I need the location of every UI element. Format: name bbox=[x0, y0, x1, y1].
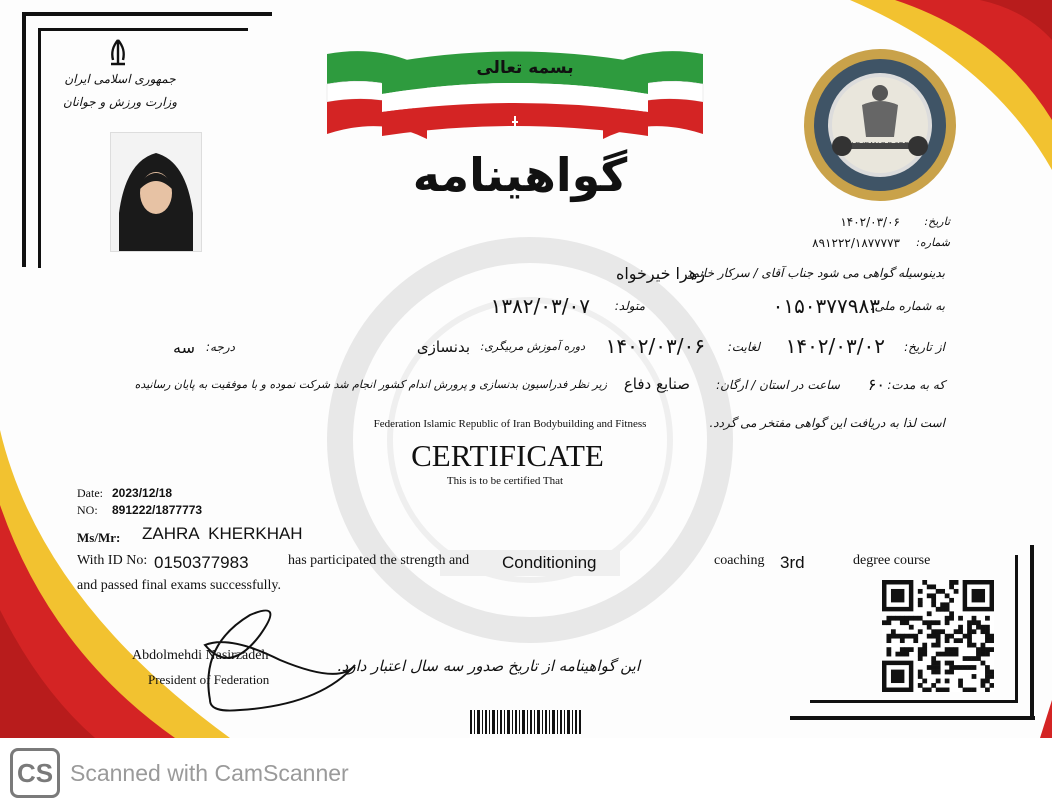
no-value-en: 891222/1877773 bbox=[112, 503, 203, 517]
signer-name: Abdolmehdi Nasirzadeh bbox=[132, 648, 269, 663]
duration-value-fa: ۶۰ bbox=[867, 375, 885, 394]
federation-emblem bbox=[800, 45, 960, 205]
camscanner-logo-text: CS bbox=[16, 758, 54, 788]
republic-text: جمهوری اسلامی ایران bbox=[64, 72, 176, 86]
federation-name-en: Federation Islamic Republic of Iran Bodybuilding and Fitness bbox=[373, 418, 647, 430]
emblem-text: I.R.IRAN.B.B.&F.F bbox=[851, 142, 909, 149]
born-value-fa: ۱۳۸۲/۰۳/۰۷ bbox=[490, 294, 590, 318]
id-value-en: 0150377983 bbox=[154, 553, 249, 572]
from-value-fa: ۱۴۰۲/۰۳/۰۲ bbox=[785, 334, 885, 358]
degree-text-en: degree course bbox=[853, 553, 931, 568]
bismillah-text: بسمه تعالی bbox=[476, 58, 574, 78]
frame-top-left-h bbox=[22, 12, 272, 16]
course-value-fa: بدنسازی bbox=[416, 338, 470, 356]
certificate-title-en: CERTIFICATE bbox=[411, 438, 604, 473]
passed-text-en: and passed final exams successfully. bbox=[77, 578, 281, 593]
to-value-fa: ۱۴۰۲/۰۳/۰۶ bbox=[605, 334, 705, 358]
date-value-en: 2023/12/18 bbox=[112, 486, 173, 500]
number-label-fa: شماره: bbox=[916, 236, 950, 249]
certificate-subtitle-en: This is to be certified That bbox=[446, 475, 564, 487]
degree-label-fa: درجه: bbox=[205, 340, 235, 354]
org-value-fa: صنایع دفاع bbox=[623, 375, 690, 393]
id-label-en: With ID No: bbox=[77, 553, 148, 568]
date-label-fa: تاریخ: bbox=[924, 215, 950, 228]
validity-text-fa: این گواهینامه از تاریخ صدور سه سال اعتبار دارد. bbox=[336, 657, 640, 675]
to-label-fa: لغایت: bbox=[727, 340, 760, 354]
qr-code bbox=[882, 580, 994, 692]
supervision-text-fa: زیر نظر فدراسیون بدنسازی و پرورش اندام کشور انجام شد شرکت نموده و با موفقیت به پایان رسانیده bbox=[134, 378, 607, 391]
number-value-fa: ۸۹۱۲۲۲/۱۸۷۷۷۷۳ bbox=[812, 236, 900, 250]
course-label-fa: دوره آموزش مربیگری: bbox=[480, 340, 585, 353]
coaching-text-en: coaching bbox=[714, 553, 765, 568]
scanned-with-text: Scanned with CamScanner bbox=[70, 760, 349, 786]
from-label-fa: از تاریخ: bbox=[904, 340, 945, 354]
frame-bottom-right-h bbox=[790, 716, 1035, 720]
iran-emblem-icon bbox=[103, 38, 133, 68]
frame-top-left-v2 bbox=[38, 28, 41, 268]
signer-title: President of Federation bbox=[148, 672, 270, 687]
closing-text-fa: است لذا به دریافت این گواهی مفتخر می گردد. bbox=[709, 416, 945, 430]
degree-value-en: 3rd bbox=[780, 553, 805, 572]
hours-text-fa: ساعت در استان / ارگان: bbox=[716, 378, 840, 392]
degree-value-fa: سه bbox=[173, 338, 195, 357]
intro-text-fa: بدینوسیله گواهی می شود جناب آقای / سرکار خانم: bbox=[687, 266, 945, 280]
participated-text-en: has participated the strength and bbox=[288, 553, 470, 568]
portrait-photo bbox=[110, 132, 202, 252]
frame-top-left-h2 bbox=[38, 28, 248, 31]
barcode bbox=[470, 710, 582, 734]
id-label-fa: به شماره ملی: bbox=[870, 299, 945, 313]
name-label-en: Ms/Mr: bbox=[77, 530, 121, 545]
no-label-en: NO: bbox=[77, 503, 98, 517]
frame-bottom-right-h2 bbox=[810, 700, 1017, 703]
frame-bottom-right-v2 bbox=[1015, 555, 1018, 703]
born-label-fa: متولد: bbox=[614, 299, 645, 313]
ministry-text: وزارت ورزش و جوانان bbox=[62, 95, 178, 109]
name-value-en: ZAHRA KHERKHAH bbox=[142, 524, 303, 543]
id-value-fa: ۰۱۵۰۳۷۷۹۸۳ bbox=[772, 294, 880, 318]
frame-bottom-right-v bbox=[1030, 545, 1034, 720]
course-value-en: Conditioning bbox=[502, 553, 597, 572]
camscanner-logo-icon bbox=[10, 748, 60, 798]
scanner-footer bbox=[0, 738, 1052, 806]
date-label-en: Date: bbox=[77, 486, 103, 500]
date-value-fa: ۱۴۰۲/۰۳/۰۶ bbox=[840, 215, 900, 229]
duration-label-fa: که به مدت: bbox=[887, 378, 945, 392]
name-value-fa: زهرا خیرخواه bbox=[615, 264, 705, 283]
title-fa: گواهینامه bbox=[412, 148, 628, 202]
frame-top-left-v bbox=[22, 12, 26, 267]
